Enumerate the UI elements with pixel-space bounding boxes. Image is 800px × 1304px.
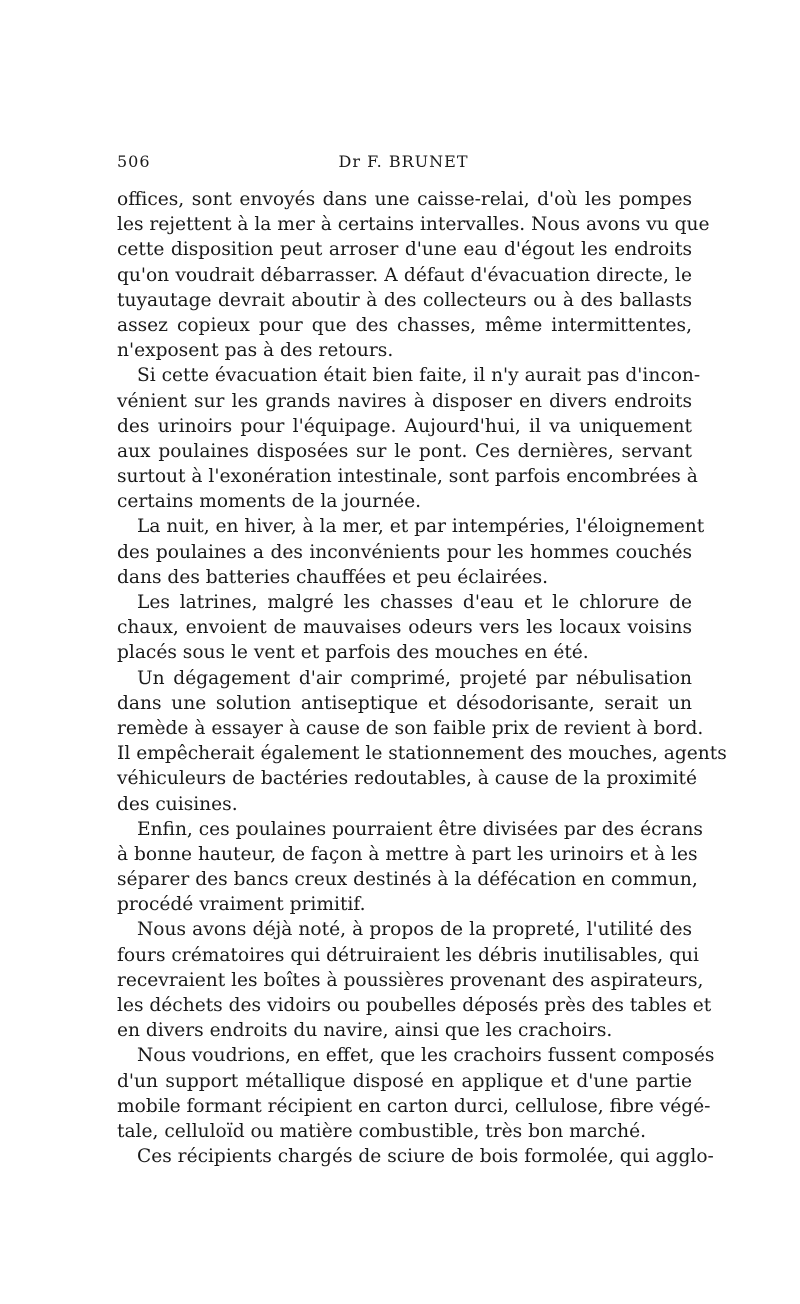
- text-line: chaux, envoient de mauvaises odeurs vers les locaux voisins: [117, 617, 692, 639]
- text-line: Il empêcherait également le stationnement des mouches, agents: [117, 743, 727, 765]
- text-line: certains moments de la journée.: [117, 491, 422, 513]
- body-text: [117, 187, 727, 1169]
- text-line: vénient sur les grands navires à disposer en divers endroits: [117, 390, 692, 412]
- text-line: recevraient les boîtes à poussières provenant des aspirateurs,: [117, 969, 704, 991]
- text-line: placés sous le vent et parfois des mouches en été.: [117, 642, 589, 664]
- text-line: les rejettent à la mer à certains intervalles. Nous avons vu que: [117, 214, 710, 236]
- running-head: Dr F. BRUNET: [338, 152, 469, 171]
- text-line: assez copieux pour que des chasses, même intermittentes,: [117, 314, 692, 336]
- text-line: Nous avons déjà noté, à propos de la propreté, l'utilité des: [137, 919, 692, 941]
- text-line: séparer des bancs creux destinés à la défécation en commun,: [117, 869, 698, 891]
- text-line: véhiculeurs de bactéries redoutables, à cause de la proximité: [117, 768, 697, 790]
- text-line: des urinoirs pour l'équipage. Aujourd'hui, il va uniquement: [117, 415, 692, 437]
- text-line: Si cette évacuation était bien faite, il n'y aurait pas d'incon-: [137, 365, 701, 387]
- text-line: Les latrines, malgré les chasses d'eau et le chlorure de: [137, 592, 692, 613]
- text-line: surtout à l'exonération intestinale, sont parfois encombrées à: [117, 466, 698, 488]
- text-line: en divers endroits du navire, ainsi que les crachoirs.: [117, 1020, 613, 1042]
- page-header: [117, 152, 690, 176]
- text-line: les déchets des vidoirs ou poubelles déposés près des tables et: [117, 995, 712, 1016]
- text-line: Nous voudrions, en effet, que les crachoirs fussent composés: [137, 1045, 715, 1067]
- text-line: des poulaines a des inconvénients pour les hommes couchés: [117, 541, 692, 563]
- text-line: dans une solution antiseptique et désodorisante, serait un: [117, 692, 692, 714]
- text-line: procédé vraiment primitif.: [117, 894, 366, 916]
- text-line: n'exposent pas à des retours.: [117, 340, 394, 362]
- text-line: Enfin, ces poulaines pourraient être divisées par des écrans: [137, 818, 703, 840]
- text-line: tale, celluloïd ou matière combustible, très bon marché.: [117, 1120, 646, 1142]
- text-line: Ces récipients chargés de sciure de bois formolée, qui agglo-: [137, 1146, 714, 1168]
- text-line: La nuit, en hiver, à la mer, et par intempéries, l'éloignement: [137, 516, 705, 538]
- text-line: mobile formant récipient en carton durci, cellulose, fibre végé-: [117, 1095, 711, 1117]
- text-line: aux poulaines disposées sur le pont. Ces dernières, servant: [117, 440, 692, 462]
- text-line: des cuisines.: [117, 793, 238, 815]
- text-line: cette disposition peut arroser d'une eau d'égout les endroits: [117, 239, 692, 261]
- text-line: qu'on voudrait débarrasser. A défaut d'évacuation directe, le: [117, 264, 692, 286]
- text-line: tuyautage devrait aboutir à des collecteurs ou à des ballasts: [117, 289, 692, 311]
- page-number: 506: [117, 152, 151, 171]
- text-line: dans des batteries chauffées et peu éclairées.: [117, 566, 549, 588]
- text-line: d'un support métallique disposé en applique et d'une partie: [117, 1070, 692, 1092]
- text-line: fours crématoires qui détruiraient les débris inutilisables, qui: [117, 944, 699, 966]
- text-line: Un dégagement d'air comprimé, projeté par nébulisation: [137, 667, 692, 689]
- text-line: à bonne hauteur, de façon à mettre à part les urinoirs et à les: [117, 843, 698, 865]
- text-line: remède à essayer à cause de son faible prix de revient à bord.: [117, 717, 704, 739]
- text-line: offices, sont envoyés dans une caisse-relai, d'où les pompes: [117, 189, 692, 210]
